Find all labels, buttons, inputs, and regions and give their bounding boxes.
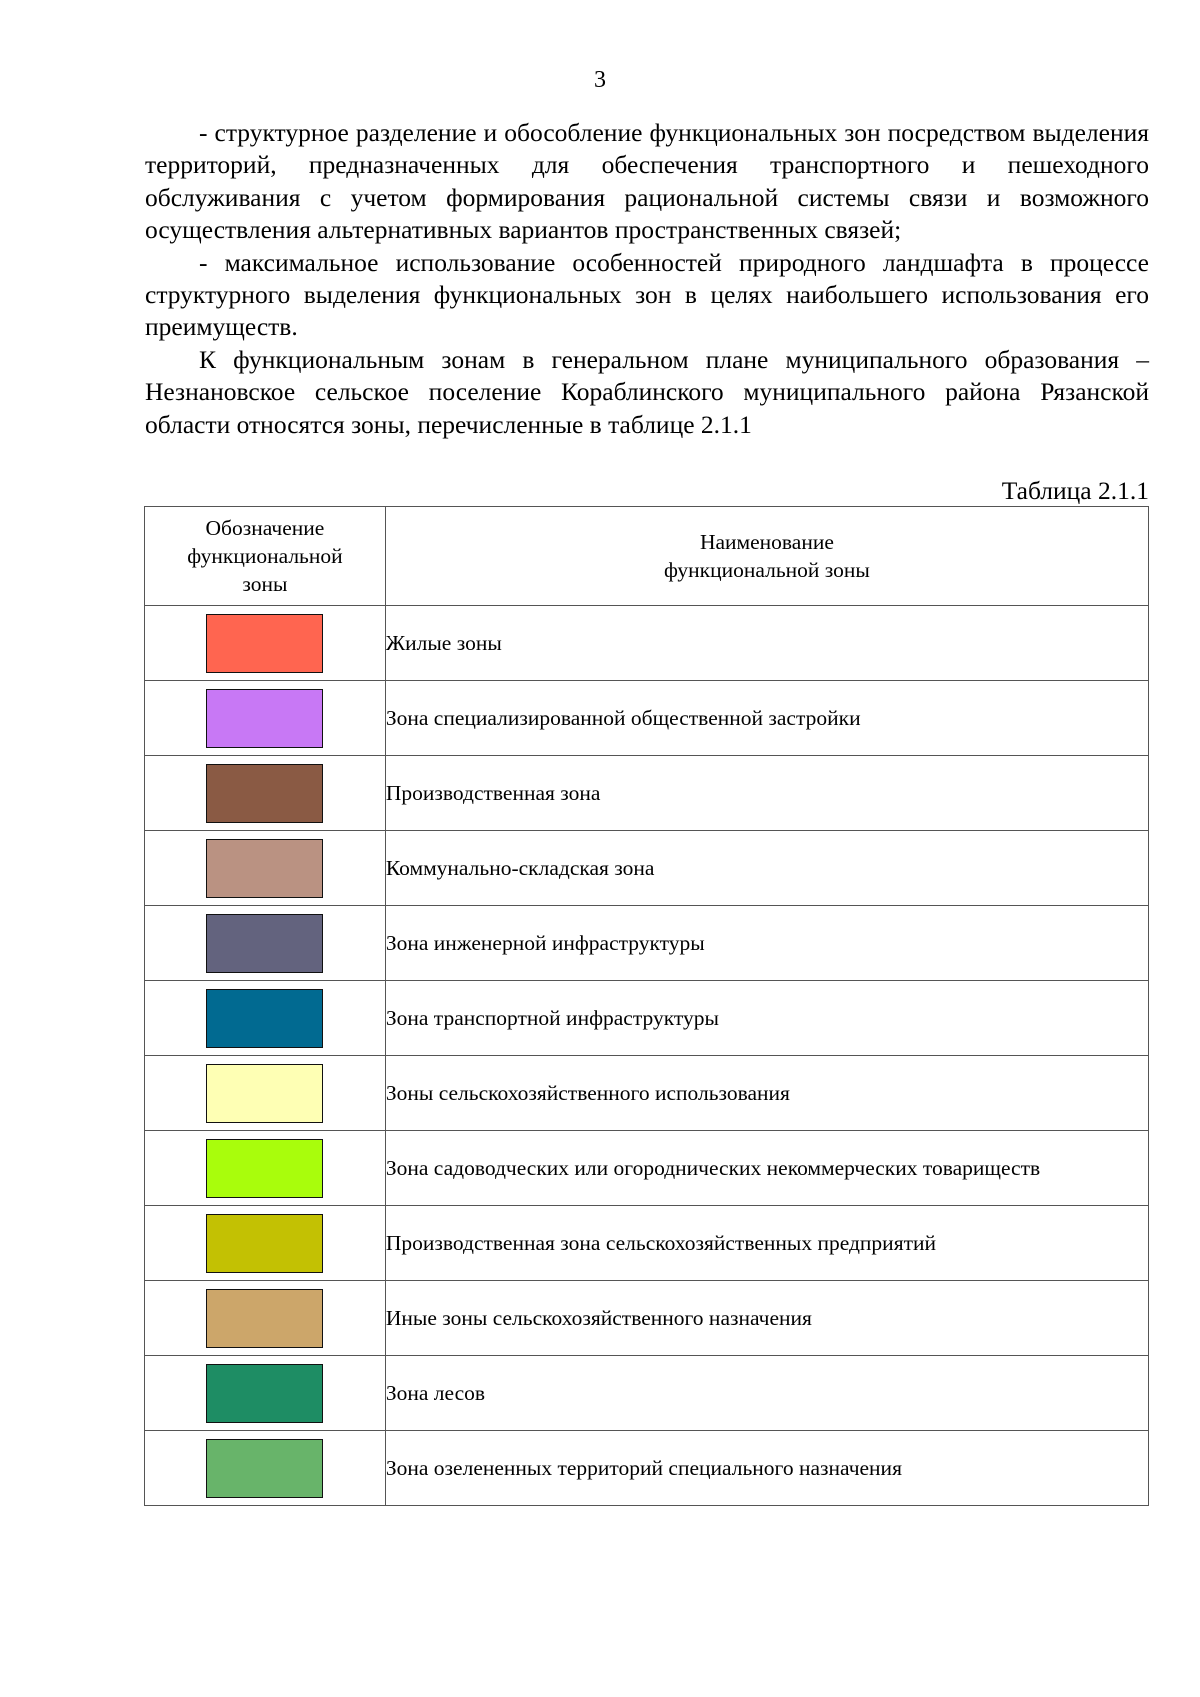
zone-name: Коммунально-складская зона: [385, 831, 1148, 906]
zone-name: Зона садоводческих или огороднических некоммерческих товариществ: [385, 1131, 1148, 1206]
table-row: [145, 1281, 1149, 1356]
header-zone-name: [385, 507, 1148, 606]
zone-color-swatch: [206, 764, 323, 823]
zone-color-swatch: [206, 1439, 323, 1498]
designation-cell: [145, 756, 386, 831]
zone-color-swatch: [206, 1064, 323, 1123]
zone-name: Зона транспортной инфраструктуры: [385, 981, 1148, 1056]
designation-cell: [145, 606, 386, 681]
zone-color-swatch: [206, 689, 323, 748]
designation-cell: [145, 1206, 386, 1281]
zone-name: Жилые зоны: [385, 606, 1148, 681]
paragraph-3: К функциональным зонам в генеральном плане муниципального образования – Незнановское сельское поселение Кораблинского муниципального района Рязанской области относятся зоны, перечисленные в таблице 2.1.1: [145, 344, 1149, 439]
designation-cell: [145, 1056, 386, 1131]
zone-name: Зона инженерной инфраструктуры: [385, 906, 1148, 981]
zone-color-swatch: [206, 839, 323, 898]
zone-name: Зона озелененных территорий специального назначения: [385, 1431, 1148, 1506]
zone-name: Иные зоны сельскохозяйственного назначения: [385, 1281, 1148, 1356]
zone-color-swatch: [206, 1364, 323, 1423]
zone-color-swatch: [206, 914, 323, 973]
table-row: [145, 756, 1149, 831]
page-number: 3: [594, 67, 606, 93]
designation-cell: [145, 981, 386, 1056]
designation-cell: [145, 1431, 386, 1506]
zone-name: Производственная зона сельскохозяйственных предприятий: [385, 1206, 1148, 1281]
table-row: [145, 606, 1149, 681]
designation-cell: [145, 1131, 386, 1206]
table-row: [145, 1131, 1149, 1206]
zone-color-swatch: [206, 1214, 323, 1273]
header-designation: [145, 507, 386, 606]
table-header-row: [145, 507, 1149, 606]
designation-cell: [145, 1281, 386, 1356]
table-row: [145, 1056, 1149, 1131]
header-designation-label: Обозначение функциональной зоны: [187, 516, 343, 596]
zone-color-swatch: [206, 989, 323, 1048]
zone-name: Производственная зона: [385, 756, 1148, 831]
zone-color-swatch: [206, 614, 323, 673]
table-row: [145, 981, 1149, 1056]
designation-cell: [145, 906, 386, 981]
table-body: [145, 606, 1149, 1506]
table-row: [145, 1431, 1149, 1506]
paragraph-1: - структурное разделение и обособление функциональных зон посредством выделения территорий, предназначенных для обеспечения транспортного и пешеходного обслуживания с учетом формирования рациональной системы связи и возможного осуществления альтернативных вариантов пространственных связей;: [145, 118, 1149, 245]
designation-cell: [145, 681, 386, 756]
zone-color-swatch: [206, 1289, 323, 1348]
zone-name: Зоны сельскохозяйственного использования: [385, 1056, 1148, 1131]
table-row: [145, 1206, 1149, 1281]
zone-name: Зона специализированной общественной застройки: [385, 681, 1148, 756]
zone-color-swatch: [206, 1139, 323, 1198]
table-row: [145, 906, 1149, 981]
table-row: [145, 681, 1149, 756]
paragraph-2: - максимальное использование особенностей природного ландшафта в процессе структурного выделения функциональных зон в целях наибольшего использования его преимуществ.: [145, 247, 1149, 342]
table-row: [145, 831, 1149, 906]
zones-table: [144, 506, 1149, 1506]
body-text: [145, 117, 1149, 441]
table-caption: Таблица 2.1.1: [1001, 476, 1149, 505]
designation-cell: [145, 831, 386, 906]
designation-cell: [145, 1356, 386, 1431]
zone-name: Зона лесов: [385, 1356, 1148, 1431]
table-row: [145, 1356, 1149, 1431]
header-zone-name-label: Наименование функциональной зоны: [664, 530, 870, 582]
